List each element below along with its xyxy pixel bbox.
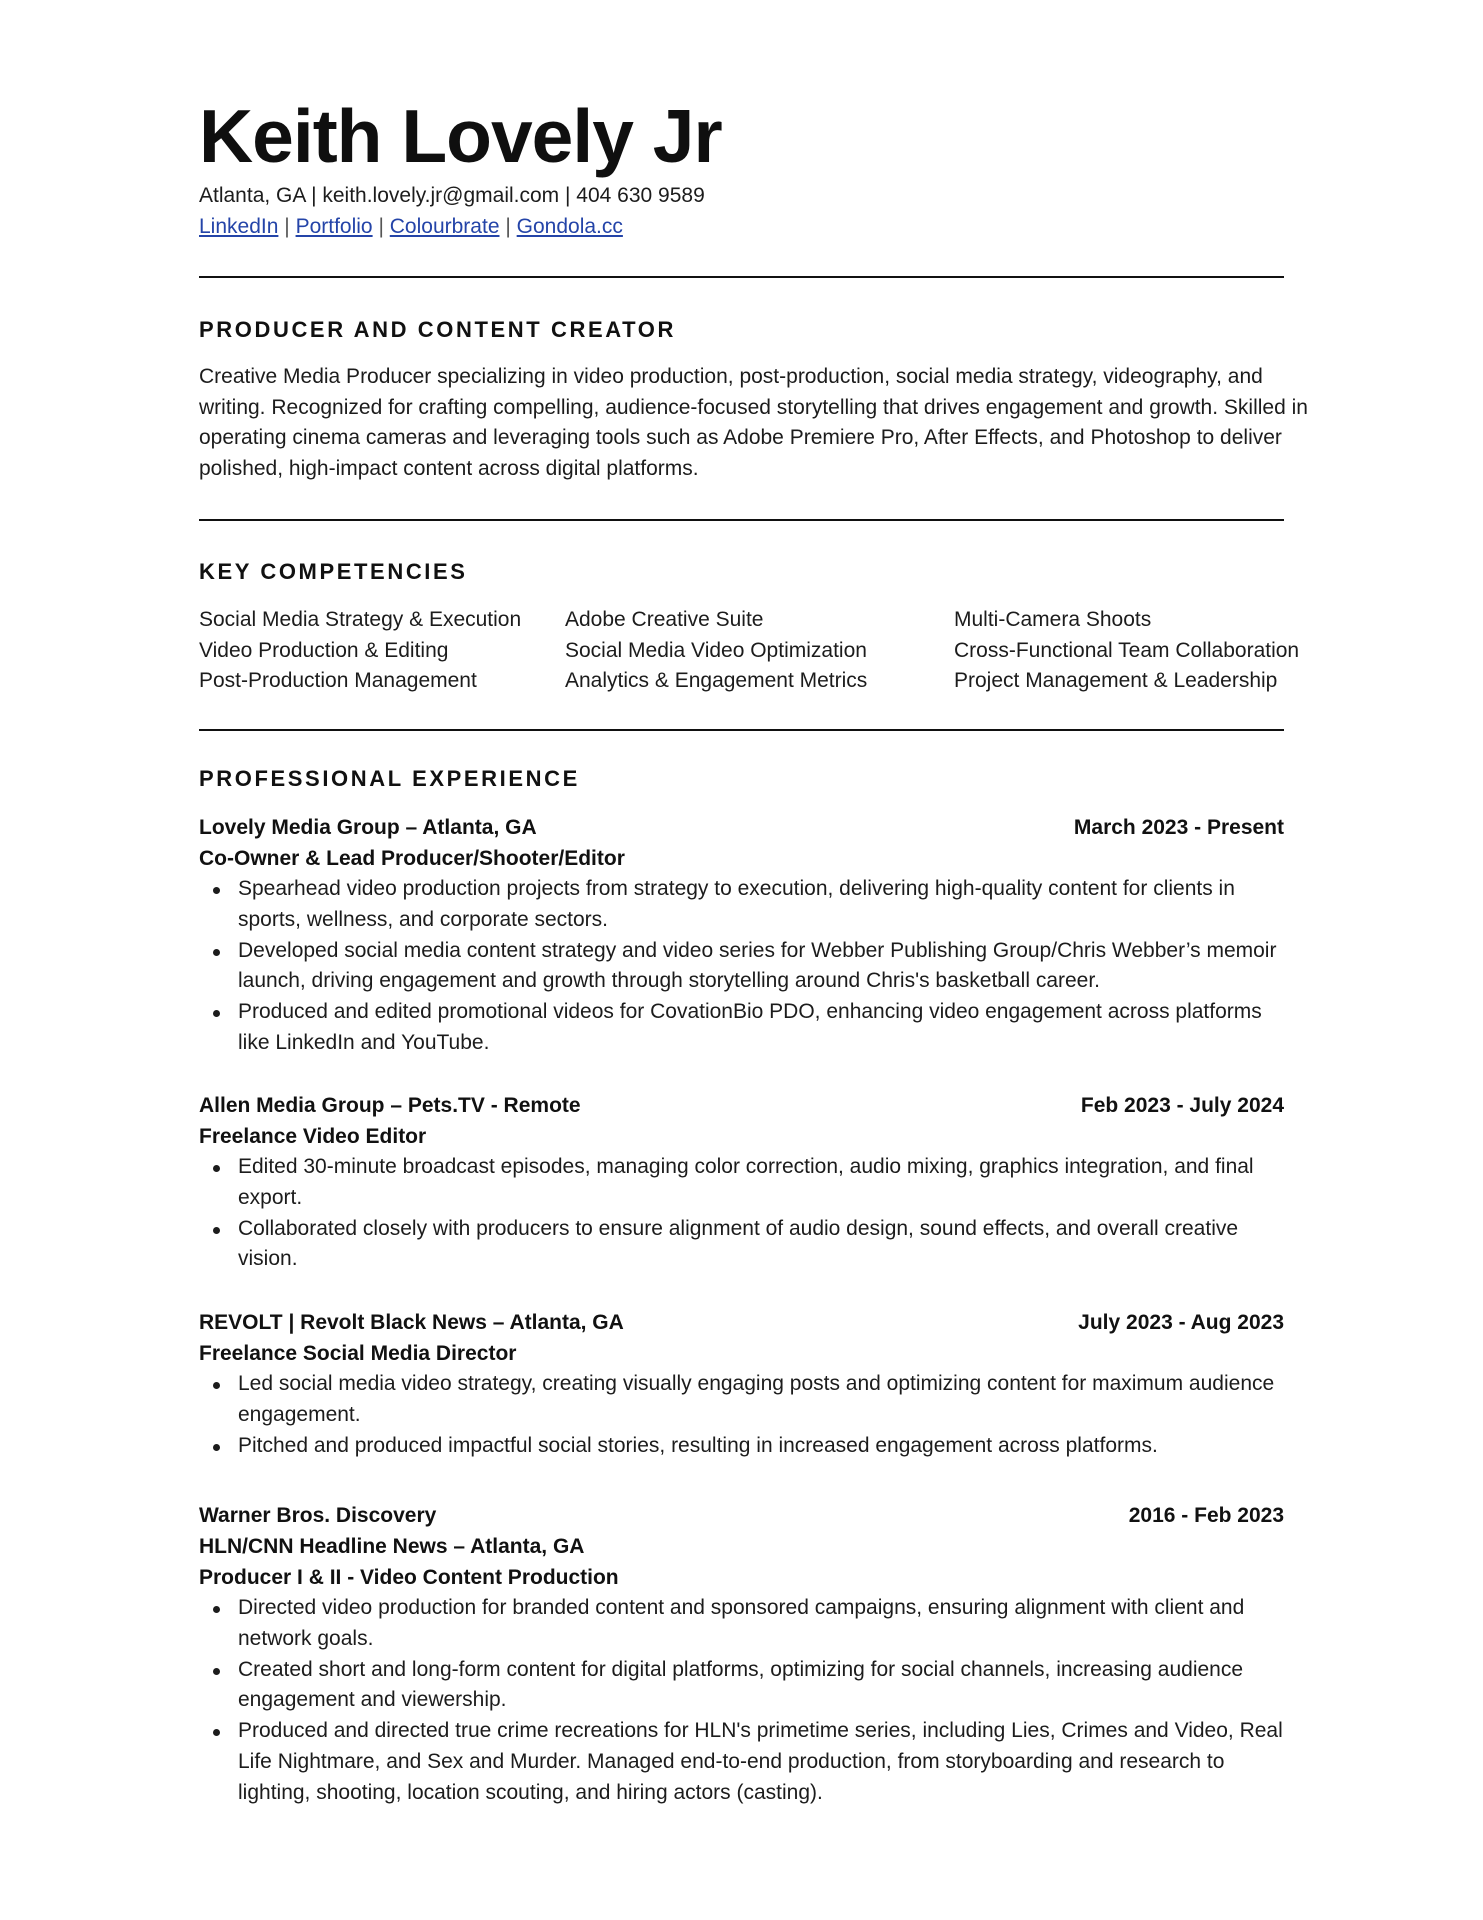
- job-company: Lovely Media Group – Atlanta, GA: [199, 816, 537, 839]
- divider: [199, 519, 1284, 521]
- bullet-text: Developed social media content strategy and video series for Webber Publishing Group/Chris Webber’s memoir launch, driving engagement and growth through storytelling around Chris's basketball career.: [238, 938, 1277, 993]
- competency-item: Project Management & Leadership: [954, 669, 1278, 693]
- bullet-icon: [213, 1668, 220, 1675]
- bullet-icon: [213, 1606, 220, 1613]
- job-entry: [199, 812, 1284, 1059]
- job-entry: [199, 1090, 1284, 1275]
- list-item: [238, 997, 1288, 1059]
- divider: [199, 729, 1284, 731]
- colourbrate-link[interactable]: Colourbrate: [389, 215, 500, 238]
- bullet-text: Created short and long-form content for digital platforms, optimizing for social channels, increasing audience engagement and viewership.: [238, 1657, 1244, 1712]
- bullet-text: Produced and edited promotional videos for CovationBio PDO, enhancing video engagement across platforms like LinkedIn and YouTube.: [238, 1000, 1262, 1054]
- job-bullets: [199, 1369, 1288, 1461]
- candidate-name: Keith Lovely Jr: [199, 94, 722, 178]
- job-dates: 2016 - Feb 2023: [1128, 1504, 1284, 1527]
- bullet-icon: [213, 1444, 220, 1451]
- job-role: Freelance Video Editor: [199, 1125, 427, 1148]
- competency-item: Multi-Camera Shoots: [954, 608, 1152, 631]
- competency-item: Social Media Strategy & Execution: [199, 608, 522, 631]
- list-item: [238, 1593, 1288, 1655]
- list-item: [238, 1214, 1288, 1276]
- competency-item: Post-Production Management: [199, 669, 477, 693]
- list-item: [238, 1431, 1288, 1462]
- bullet-text: Led social media video strategy, creating visually engaging posts and optimizing content for maximum audience engagement.: [238, 1372, 1275, 1426]
- job-bullets: [199, 1152, 1288, 1275]
- bullet-icon: [213, 1165, 220, 1172]
- job-dates: Feb 2023 - July 2024: [1080, 1094, 1284, 1117]
- list-item: [238, 936, 1288, 998]
- job-header: [199, 1307, 1284, 1338]
- job-bullets: [199, 1593, 1288, 1809]
- list-item: [238, 1152, 1288, 1214]
- job-role: Co-Owner & Lead Producer/Shooter/Editor: [199, 847, 625, 870]
- link-separator: |: [505, 215, 511, 238]
- competency-column-3: [954, 605, 1299, 697]
- job-dates: March 2023 - Present: [1073, 816, 1284, 839]
- list-item: [238, 1655, 1288, 1717]
- competency-item: Video Production & Editing: [199, 638, 449, 662]
- competency-item: Adobe Creative Suite: [565, 608, 764, 631]
- job-dates: July 2023 - Aug 2023: [1078, 1311, 1284, 1334]
- competencies-title: KEY COMPETENCIES: [199, 559, 468, 584]
- job-company: Allen Media Group – Pets.TV - Remote: [199, 1094, 581, 1117]
- bullet-text: Edited 30-minute broadcast episodes, managing color correction, audio mixing, graphics integration, and final export.: [238, 1155, 1254, 1209]
- portfolio-link[interactable]: Portfolio: [295, 215, 373, 238]
- competency-column-1: [199, 605, 521, 697]
- bullet-text: Pitched and produced impactful social stories, resulting in increased engagement across platforms.: [238, 1433, 1158, 1457]
- bullet-icon: [213, 887, 220, 894]
- job-header: [199, 1090, 1284, 1121]
- bullet-icon: [213, 1729, 220, 1736]
- bullet-text: Produced and directed true crime recreations for HLN's primetime series, including Lies, Crimes and Video, Real Life Nightmare, and Sex and Murder. Managed end-to-end production, from storyboarding and research to lighting, shooting, location scouting, and hiring actors (casting).: [238, 1719, 1283, 1804]
- gondola-link[interactable]: Gondola.cc: [516, 215, 623, 238]
- list-item: [238, 1716, 1288, 1808]
- contact-line: Atlanta, GA | keith.lovely.jr@gmail.com | 404 630 9589: [199, 184, 705, 207]
- divider: [199, 276, 1284, 278]
- job-role: Freelance Social Media Director: [199, 1342, 517, 1365]
- job-entry: [199, 1500, 1284, 1809]
- bullet-text: Collaborated closely with producers to ensure alignment of audio design, sound effects, and overall creative vision.: [238, 1216, 1239, 1271]
- links-line: [199, 213, 623, 241]
- linkedin-link[interactable]: LinkedIn: [199, 215, 279, 238]
- summary-text: Creative Media Producer specializing in video production, post-production, social media strategy, videography, and writing. Recognized for crafting compelling, audience-focused storytelling that drives engagement and growth. Skilled in operating cinema cameras and leveraging tools such as Adobe Premiere Pro, After Effects, and Photoshop to deliver polished, high-impact content across digital platforms.: [199, 365, 1308, 481]
- bullet-icon: [213, 1227, 220, 1234]
- job-entry: [199, 1307, 1284, 1461]
- competency-column-2: [565, 605, 867, 697]
- bullet-icon: [213, 1382, 220, 1389]
- job-subcompany: HLN/CNN Headline News – Atlanta, GA: [199, 1535, 585, 1558]
- competency-item: Analytics & Engagement Metrics: [565, 669, 868, 693]
- job-bullets: [199, 874, 1288, 1059]
- bullet-icon: [213, 949, 220, 956]
- list-item: [238, 1369, 1288, 1431]
- list-item: [238, 874, 1288, 936]
- bullet-text: Directed video production for branded content and sponsored campaigns, ensuring alignment with client and network goals.: [238, 1596, 1245, 1650]
- competency-item: Cross-Functional Team Collaboration: [954, 638, 1300, 662]
- competency-item: Social Media Video Optimization: [565, 638, 867, 662]
- job-company: REVOLT | Revolt Black News – Atlanta, GA: [199, 1311, 624, 1334]
- bullet-text: Spearhead video production projects from strategy to execution, delivering high-quality content for clients in sports, wellness, and corporate sectors.: [238, 877, 1235, 931]
- summary-title: PRODUCER AND CONTENT CREATOR: [199, 317, 676, 342]
- job-company: Warner Bros. Discovery: [199, 1504, 437, 1527]
- job-role: Producer I & II - Video Content Production: [199, 1566, 619, 1589]
- job-header: [199, 812, 1284, 843]
- job-header: [199, 1500, 1284, 1531]
- link-separator: |: [378, 215, 384, 238]
- link-separator: |: [284, 215, 290, 238]
- bullet-icon: [213, 1010, 220, 1017]
- experience-title: PROFESSIONAL EXPERIENCE: [199, 766, 580, 791]
